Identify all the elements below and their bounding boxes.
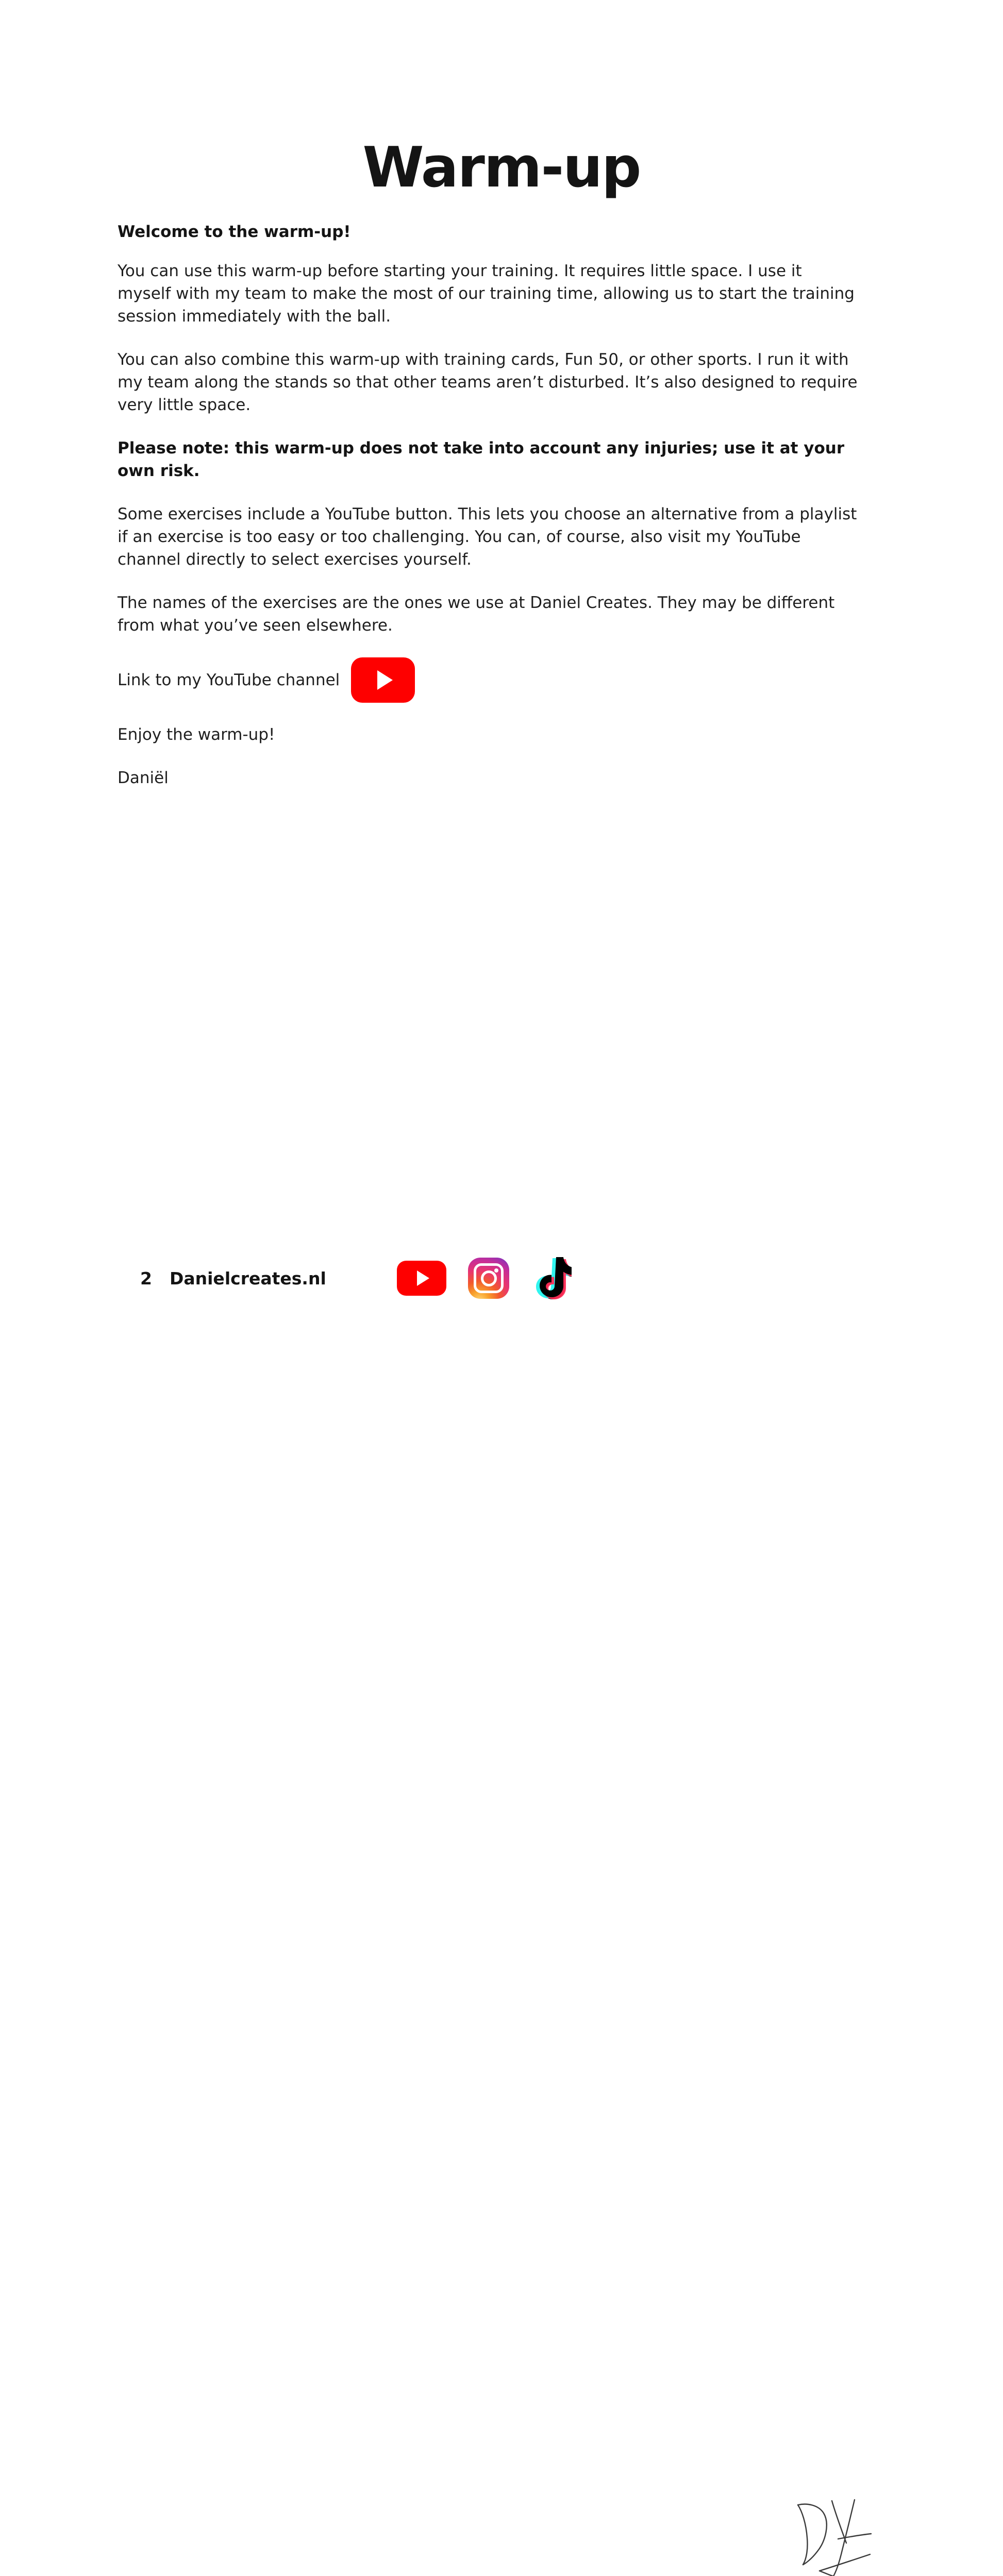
footer-identity <box>140 1268 326 1289</box>
play-triangle-icon <box>417 1270 429 1286</box>
page-title: Warm-up <box>362 135 641 200</box>
site-name: Danielcreates.nl <box>169 1268 326 1289</box>
paragraph-combine: You can also combine this warm-up with training cards, Fun 50, or other sports. I run it with my team along the stands so that other teams aren’t disturbed. It’s also designed to require very little space. <box>118 350 858 414</box>
closing-line: Enjoy the warm-up! <box>118 725 275 744</box>
signature-strokes <box>789 2494 897 2576</box>
paragraph-note: Please note: this warm-up does not take into account any injuries; use it at your own risk. <box>118 438 845 480</box>
tiktok-icon[interactable] <box>531 1257 572 1299</box>
document-body <box>118 222 875 810</box>
paragraph-intro: You can use this warm-up before starting your training. It requires little space. I use it myself with my team to make the most of our training time, allowing us to start the training session immediately with the ball. <box>118 261 855 326</box>
welcome-heading: Welcome to the warm-up! <box>118 223 351 241</box>
play-triangle-icon <box>377 670 393 690</box>
paragraph-youtube-button-info: Some exercises include a YouTube button. This lets you choose an alternative from a playlist if an exercise is too easy or too challenging. You can, of course, also visit my YouTube channel directly to select exercises yourself. <box>118 504 857 569</box>
youtube-icon[interactable] <box>397 1261 446 1296</box>
handwritten-signature <box>789 2494 897 2576</box>
page-number: 2 <box>140 1268 152 1289</box>
paragraph-exercise-names: The names of the exercises are the ones we use at Daniel Creates. They may be different from what you’ve seen elsewhere. <box>118 594 835 635</box>
page-footer <box>0 1257 1003 1350</box>
instagram-dot-icon <box>494 1268 498 1273</box>
instagram-lens-icon <box>481 1270 497 1286</box>
youtube-play-icon[interactable] <box>351 657 415 703</box>
youtube-link-label: Link to my YouTube channel <box>118 671 340 690</box>
author-name: Daniël <box>118 769 169 788</box>
footer-social-links <box>397 1257 572 1299</box>
instagram-frame-icon <box>474 1263 504 1293</box>
instagram-icon[interactable] <box>468 1258 509 1299</box>
tiktok-note-glyph <box>531 1257 572 1299</box>
youtube-channel-link-row <box>118 657 875 703</box>
